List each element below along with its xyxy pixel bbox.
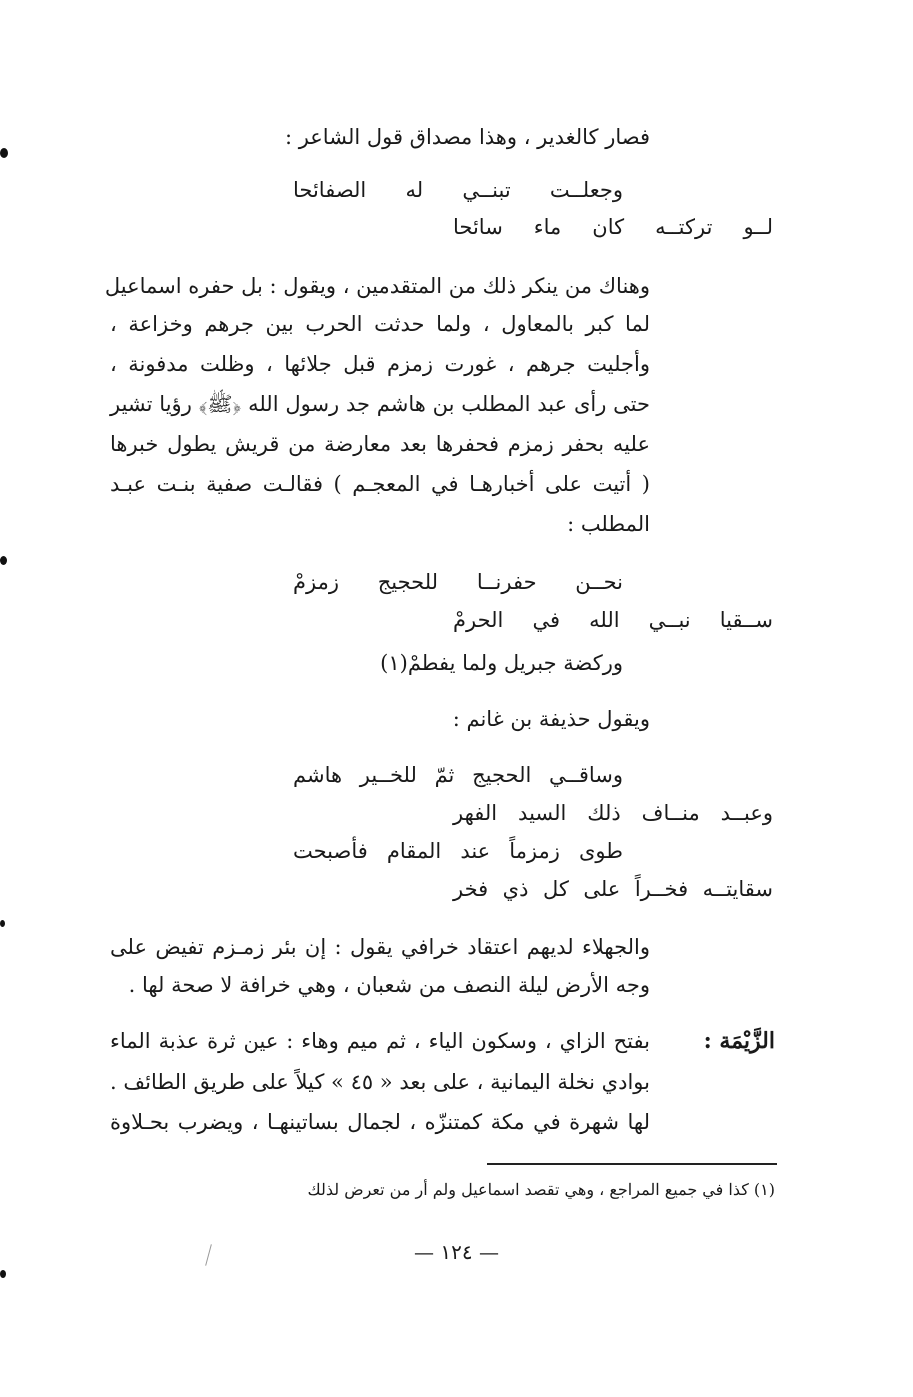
paragraph-line: والجهلاء لديهم اعتقاد خرافي يقول : إن بئر زمـزم تفيض على: [110, 935, 650, 959]
scan-mark: [0, 1270, 6, 1278]
footnote-separator: [487, 1163, 777, 1165]
paragraph-line: ( أتيت على أخبارهـا في المعجـم ) فقالـت صفية بنـت عبـد: [110, 472, 650, 496]
scan-mark: [0, 556, 7, 565]
verse2-line: وركضة جبريل ولما يفطمْ(١): [380, 651, 623, 675]
scan-mark: [0, 148, 8, 158]
scan-mark: [0, 920, 5, 927]
verse3-line: سقايتــه فخــراً على كل ذي فخر: [453, 877, 773, 901]
verse3-line: طوى زمزماً عند المقام فأصبحت: [293, 839, 623, 863]
entry-line: بوادي نخلة اليمانية ، على بعد « ٤٥ » كيلاً على طريق الطائف .: [110, 1070, 650, 1094]
entry-line: بفتح الزاي ، وسكون الياء ، ثم ميم وهاء : عين ثرة عذبة الماء: [110, 1029, 650, 1053]
verse2-line: ســقيا نبــي الله في الحرمْ: [453, 608, 773, 632]
intro2-line: ويقول حذيفة بن غانم :: [452, 707, 650, 731]
verse3-line: وعبــد منــاف ذلك السيد الفهر: [453, 801, 773, 825]
paragraph-line: عليه بحفر زمزم فحفرها بعد معارضة من قريش يطول خبرها: [110, 432, 650, 456]
paragraph-line: المطلب :: [567, 512, 650, 536]
page-number: — ١٢٤ —: [414, 1240, 499, 1264]
footnote: (١) كذا في جميع المراجع ، وهي تقصد اسماعيل ولم أر من تعرض لذلك: [307, 1180, 775, 1199]
entry-line: لها شهرة في مكة كمتنزّه ، لجمال بساتينهـا ، ويضرب بحـلاوة: [110, 1110, 650, 1134]
verse3-line: وساقــي الحجيج ثمّ للخــير هاشم: [293, 763, 623, 787]
intro-line: فصار كالغدير ، وهذا مصداق قول الشاعر :: [284, 125, 650, 149]
verse2-line: نحــن حفرنــا للحجيج زمزمْ: [293, 570, 623, 594]
paragraph-line: وأجليت جرهم ، غورت زمزم قبل جلائها ، وظلت مدفونة ،: [110, 352, 650, 376]
verse1-second-hemistich: لــو تركتــه كان ماء سائحا: [453, 215, 773, 239]
paragraph-line: حتى رأى عبد المطلب بن هاشم جد رسول الله ﴿ﷺ﴾ رؤيا تشير: [110, 392, 650, 416]
verse1-first-hemistich: وجعلــت تبنــي له الصفائحا: [293, 178, 623, 202]
paragraph-line: وهناك من ينكر ذلك من المتقدمين ، ويقول : بل حفره اسماعيل: [104, 274, 650, 298]
paragraph-line: لما كبر بالمعاول ، ولما حدثت الحرب بين جرهم وخزاعة ،: [110, 312, 650, 336]
entry-term: الزَّيْمَة :: [703, 1028, 775, 1054]
paragraph-line: وجه الأرض ليلة النصف من شعبان ، وهي خرافة لا صحة لها .: [128, 973, 650, 997]
